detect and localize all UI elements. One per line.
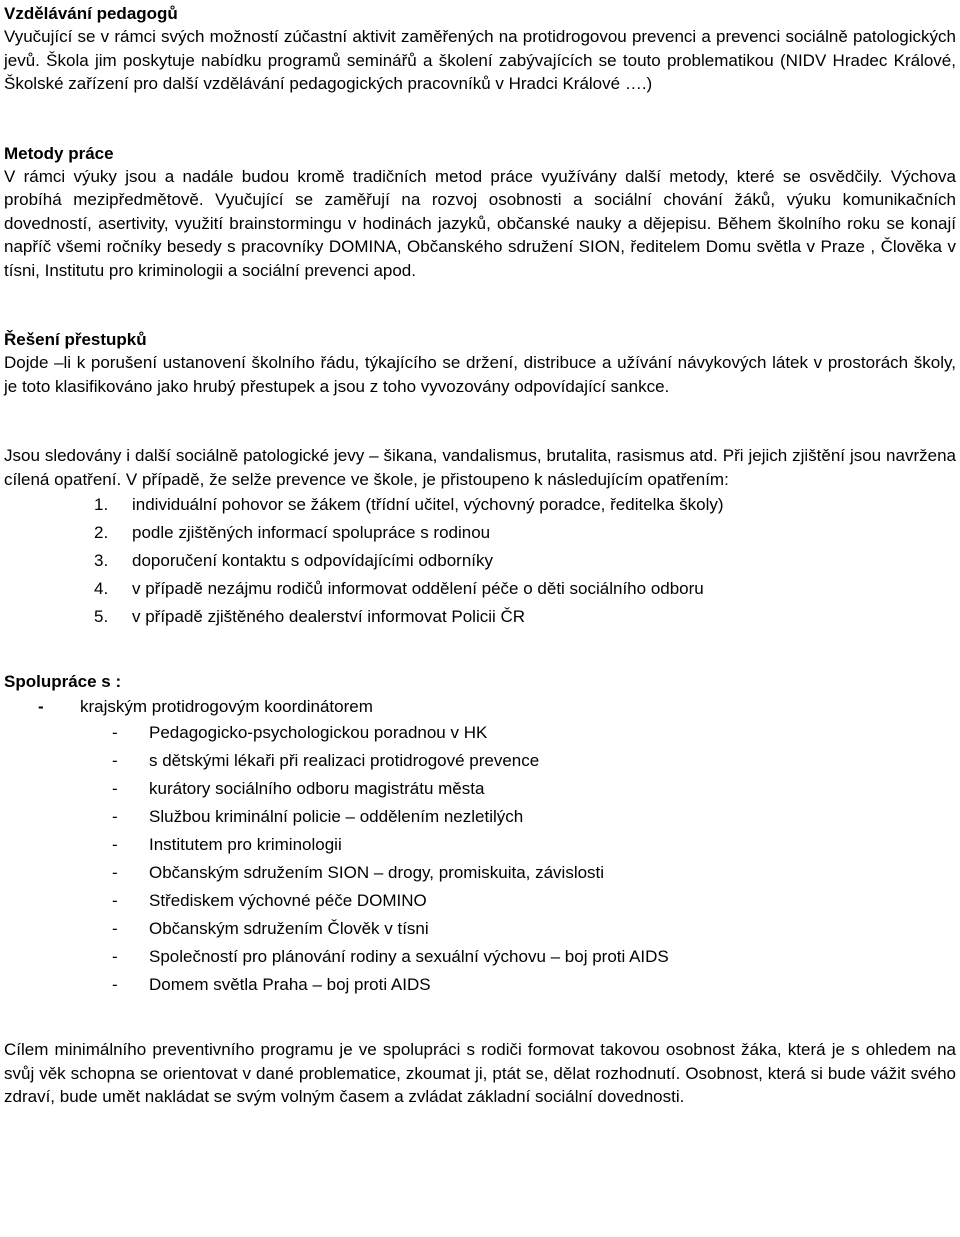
list-item: - Institutem pro kriminologii — [112, 834, 342, 854]
list-item: 5. v případě zjištěného dealerství informovat Policii ČR — [94, 607, 526, 627]
partners-list — [4, 719, 956, 1000]
list-item: - Střediskem výchovné péče DOMINO — [112, 891, 427, 911]
cooperation-section — [4, 670, 956, 999]
methods-text: V rámci výuky jsou a nadále budou kromě tradičních metod práce využívány další metody, které se osvědčily. Výchova probíhá mezipředmětově. Vyučující se zaměřují na rozvoj osobnosti a sociální chování žáků, výuku komunikačních dovedností, asertivity, využití brainstormingu v hodinách jazyků, občanské nauky a dějepisu. Během školního roku se konají napříč všemi ročníky besedy s pracovníky DOMINA, Občanského sdružení SION, ředitelem Domu světla v Praze , Člověka v tísni, Institutu pro kriminologii a sociální prevenci apod. — [4, 167, 956, 280]
goal-text: Cílem minimálního preventivního programu je ve spolupráci s rodiči formovat takovou osobnost žáka, která je s ohledem na svůj věk schopna se orientovat v dané problematice, zkoumat ji, ptát se, dělat rozhodnutí. Osobnost, která si bude vážit svého zdraví, bude umět nakládat se svým volným časem a zvládat základní sociální dovednosti. — [4, 1040, 956, 1107]
methods-heading: Metody práce — [4, 143, 114, 163]
offenses-text: Dojde –li k porušení ustanovení školního řádu, týkajícího se držení, distribuce a užívání návykových látek v prostorách školy, je toto klasifikováno jako hrubý přestupek a jsou z toho vyvozovány odpovídající sankce. — [4, 353, 956, 396]
offenses-heading: Řešení přestupků — [4, 330, 147, 350]
list-item: - s dětskými lékaři při realizaci protidrogové prevence — [112, 750, 540, 770]
cooperation-heading: Spolupráce s : — [4, 672, 122, 692]
teachers-section — [4, 2, 956, 96]
teachers-heading: Vzdělávání pedagogů — [4, 4, 178, 23]
list-item: - Pedagogicko-psychologickou poradnou v HK — [112, 722, 488, 742]
list-item: 2. podle zjištěných informací spolupráce s rodinou — [94, 523, 491, 543]
other-phenomena-section — [4, 444, 956, 631]
teachers-text: Vyučující se v rámci svých možností zúčastní aktivit zaměřených na protidrogovou prevenci a prevenci sociálně patologických jevů. Škola jim poskytuje nabídku programů seminářů a školení zabývajících se touto problematikou (NIDV Hradec Králové, Školské zařízení pro další vzdělávání pedagogických pracovníků v Hradci Králové ….) — [4, 27, 956, 94]
list-item: 4. v případě nezájmu rodičů informovat oddělení péče o děti sociálního odboru — [94, 579, 704, 599]
list-item: - Službou kriminální policie – oddělením nezletilých — [112, 806, 524, 826]
list-item: - Občanským sdružením SION – drogy, promiskuita, závislosti — [112, 862, 605, 882]
list-item: - Společností pro plánování rodiny a sexuální výchovu – boj proti AIDS — [112, 947, 669, 967]
methods-section — [4, 142, 956, 282]
other-phenomena-text: Jsou sledovány i další sociálně patologické jevy – šikana, vandalismus, brutalita, rasismus atd. Při jejich zjištění jsou navržena cílená opatření. V případě, že selže prevence ve škole, je přistoupeno k následujícím opatřením: — [4, 446, 956, 489]
list-item: 1. individuální pohovor se žákem (třídní učitel, výchovný poradce, ředitelka školy) — [94, 495, 724, 515]
list-item: 3. doporučení kontaktu s odpovídajícími odborníky — [94, 551, 493, 571]
measures-list — [4, 491, 956, 631]
goal-section — [4, 1038, 956, 1108]
offenses-section — [4, 328, 956, 398]
list-item: - Občanským sdružením Člověk v tísni — [112, 919, 429, 939]
list-item: - Domem světla Praha – boj proti AIDS — [112, 975, 431, 995]
coordinator-item: - krajským protidrogovým koordinátorem — [38, 696, 373, 716]
list-item: - kurátory sociálního odboru magistrátu města — [112, 778, 485, 798]
